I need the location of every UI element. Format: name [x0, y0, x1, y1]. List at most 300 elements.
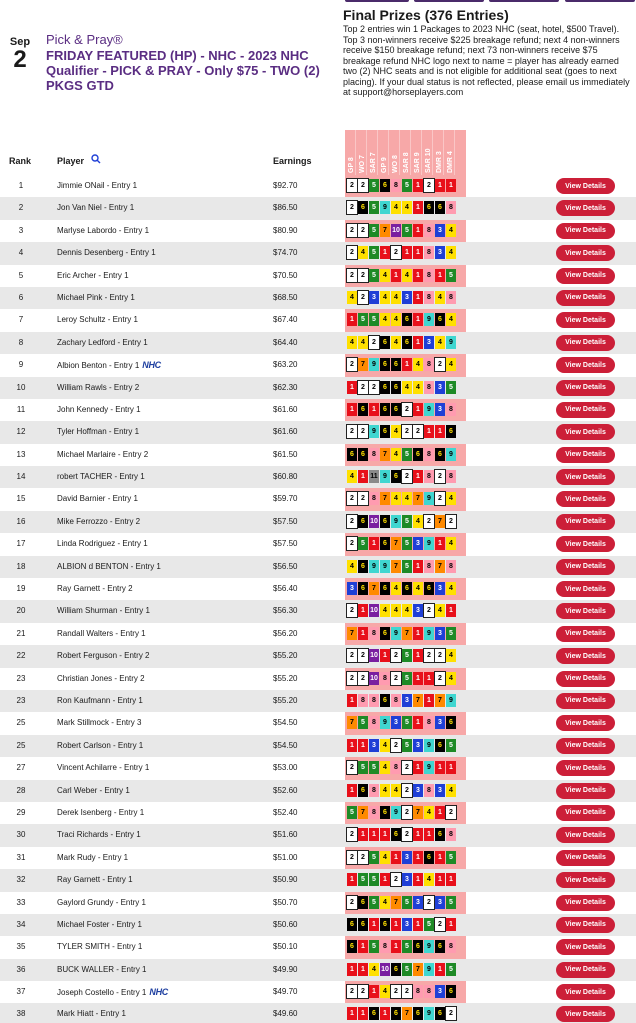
race-column-header: [422, 130, 433, 175]
view-details-button[interactable]: View Details: [556, 827, 615, 843]
player-cell: [57, 338, 148, 347]
saddle-cloth-pick: 4: [347, 560, 357, 573]
view-details-button[interactable]: View Details: [556, 603, 615, 619]
table-row: [0, 533, 636, 555]
saddle-cloth-pick: 3: [435, 582, 445, 595]
table-row: [0, 466, 636, 488]
saddle-cloth-pick: 4: [391, 784, 401, 797]
picks-cell: [347, 179, 457, 192]
saddle-cloth-pick: 4: [380, 851, 390, 864]
view-details-button[interactable]: View Details: [556, 715, 615, 731]
view-details-button[interactable]: View Details: [556, 268, 615, 284]
player-name: Robert Ferguson - Entry 2: [57, 651, 150, 661]
saddle-cloth-pick: 7: [380, 492, 390, 505]
saddle-cloth-pick: 1: [347, 784, 357, 797]
saddle-cloth-pick: 9: [391, 515, 401, 528]
earnings-cell: $63.20: [273, 360, 298, 370]
saddle-cloth-pick: 8: [380, 672, 390, 685]
saddle-cloth-pick: 2: [347, 761, 357, 774]
player-name: Albion Benton - Entry 1: [57, 361, 140, 371]
saddle-cloth-pick: 3: [435, 627, 445, 640]
saddle-cloth-pick: 4: [446, 313, 456, 326]
saddle-cloth-pick: 1: [413, 716, 423, 729]
saddle-cloth-pick: 5: [358, 761, 368, 774]
saddle-cloth-pick: 2: [402, 403, 412, 416]
player-cell: [57, 293, 135, 302]
saddle-cloth-pick: 2: [358, 649, 368, 662]
saddle-cloth-pick: 2: [347, 537, 357, 550]
saddle-cloth-pick: 3: [435, 985, 445, 998]
saddle-cloth-pick: 2: [369, 336, 379, 349]
player-cell: [57, 226, 149, 235]
saddle-cloth-pick: 1: [358, 604, 368, 617]
saddle-cloth-pick: 3: [402, 873, 412, 886]
race-column-header: [356, 130, 367, 175]
saddle-cloth-pick: 4: [391, 313, 401, 326]
saddle-cloth-pick: 1: [413, 560, 423, 573]
saddle-cloth-pick: 5: [369, 269, 379, 282]
picks-cell: [347, 515, 457, 528]
saddle-cloth-pick: 1: [413, 269, 423, 282]
saddle-cloth-pick: 5: [369, 313, 379, 326]
saddle-cloth-pick: 1: [435, 806, 445, 819]
saddle-cloth-pick: 6: [435, 448, 445, 461]
view-details-button[interactable]: View Details: [556, 872, 615, 888]
view-details-button[interactable]: View Details: [556, 245, 615, 261]
player-cell: [57, 472, 145, 481]
rank-cell: 12: [16, 427, 26, 437]
saddle-cloth-pick: 2: [402, 806, 412, 819]
saddle-cloth-pick: 2: [391, 246, 401, 259]
view-details-button[interactable]: View Details: [556, 738, 615, 754]
event-date: [8, 36, 32, 72]
top-nav-tab[interactable]: [414, 0, 484, 2]
saddle-cloth-pick: 1: [347, 403, 357, 416]
view-details-button[interactable]: View Details: [556, 424, 615, 440]
saddle-cloth-pick: 8: [413, 985, 423, 998]
picks-cell: [347, 381, 457, 394]
saddle-cloth-pick: 2: [347, 985, 357, 998]
saddle-cloth-pick: 6: [446, 425, 456, 438]
table-row: [0, 600, 636, 622]
saddle-cloth-pick: 6: [413, 448, 423, 461]
saddle-cloth-pick: 8: [380, 940, 390, 953]
saddle-cloth-pick: 5: [446, 896, 456, 909]
player-name: William Shurman - Entry 1: [57, 606, 150, 616]
view-details-button[interactable]: View Details: [556, 402, 615, 418]
earnings-cell: $49.90: [273, 964, 298, 974]
saddle-cloth-pick: 1: [435, 179, 445, 192]
picks-cell: [347, 269, 457, 282]
saddle-cloth-pick: 4: [380, 269, 390, 282]
saddle-cloth-pick: 7: [413, 963, 423, 976]
saddle-cloth-pick: 5: [402, 448, 412, 461]
saddle-cloth-pick: 2: [446, 515, 456, 528]
saddle-cloth-pick: 2: [435, 672, 445, 685]
saddle-cloth-pick: 1: [424, 425, 434, 438]
view-details-button[interactable]: View Details: [556, 648, 615, 664]
saddle-cloth-pick: 5: [369, 896, 379, 909]
saddle-cloth-pick: 1: [413, 627, 423, 640]
saddle-cloth-pick: 8: [424, 784, 434, 797]
saddle-cloth-pick: 2: [391, 649, 401, 662]
saddle-cloth-pick: 4: [435, 291, 445, 304]
view-details-button[interactable]: View Details: [556, 939, 615, 955]
rank-cell: 9: [18, 360, 24, 370]
saddle-cloth-pick: 9: [424, 1007, 434, 1020]
view-details-button[interactable]: View Details: [556, 984, 615, 1000]
view-details-button[interactable]: View Details: [556, 895, 615, 911]
saddle-cloth-pick: 1: [413, 649, 423, 662]
saddle-cloth-pick: 5: [358, 873, 368, 886]
saddle-cloth-pick: 10: [369, 649, 379, 662]
saddle-cloth-pick: 2: [435, 492, 445, 505]
saddle-cloth-pick: 4: [358, 336, 368, 349]
table-row: [0, 354, 636, 376]
picks-cell: [347, 313, 457, 326]
saddle-cloth-pick: 6: [380, 537, 390, 550]
table-row: [0, 802, 636, 824]
player-name: Traci Richards - Entry 1: [57, 830, 141, 840]
player-cell: [57, 248, 156, 257]
picks-cell: [347, 358, 457, 371]
earnings-cell: $53.00: [273, 763, 298, 773]
search-icon[interactable]: [91, 154, 101, 164]
saddle-cloth-pick: 8: [424, 470, 434, 483]
saddle-cloth-pick: 6: [358, 560, 368, 573]
view-details-button[interactable]: View Details: [556, 962, 615, 978]
saddle-cloth-pick: 4: [380, 313, 390, 326]
saddle-cloth-pick: 9: [446, 694, 456, 707]
rank-cell: 4: [18, 248, 24, 258]
player-name: Marlyse Labordo - Entry 1: [57, 225, 150, 235]
player-cell: [57, 763, 149, 772]
saddle-cloth-pick: 3: [413, 604, 423, 617]
saddle-cloth-pick: 1: [413, 246, 423, 259]
saddle-cloth-pick: 9: [424, 403, 434, 416]
saddle-cloth-pick: 5: [402, 179, 412, 192]
saddle-cloth-pick: 4: [391, 582, 401, 595]
saddle-cloth-pick: 7: [435, 560, 445, 573]
view-details-button[interactable]: View Details: [556, 581, 615, 597]
rank-cell: 13: [16, 449, 26, 459]
saddle-cloth-pick: 8: [358, 694, 368, 707]
saddle-cloth-pick: 2: [347, 224, 357, 237]
view-details-button[interactable]: View Details: [556, 626, 615, 642]
saddle-cloth-pick: 2: [358, 179, 368, 192]
saddle-cloth-pick: 3: [413, 896, 423, 909]
saddle-cloth-pick: 5: [358, 716, 368, 729]
table-row: [0, 690, 636, 712]
saddle-cloth-pick: 8: [369, 806, 379, 819]
saddle-cloth-pick: 2: [435, 649, 445, 662]
player-name: ALBION d BENTON - Entry 1: [57, 561, 161, 571]
saddle-cloth-pick: 7: [435, 694, 445, 707]
table-row: [0, 444, 636, 466]
saddle-cloth-pick: 2: [347, 851, 357, 864]
view-details-button[interactable]: View Details: [556, 805, 615, 821]
player-name: BUCK WALLER - Entry 1: [57, 964, 147, 974]
race-label: WO 7: [359, 155, 366, 173]
player-name: Tyler Hoffman - Entry 1: [57, 427, 140, 437]
saddle-cloth-pick: 8: [424, 246, 434, 259]
player-name: Mark Stillmock - Entry 3: [57, 718, 142, 728]
saddle-cloth-pick: 5: [347, 806, 357, 819]
saddle-cloth-pick: 9: [391, 806, 401, 819]
saddle-cloth-pick: 4: [446, 672, 456, 685]
player-name: Michael Marlaire - Entry 2: [57, 449, 149, 459]
saddle-cloth-pick: 1: [413, 918, 423, 931]
saddle-cloth-pick: 7: [391, 537, 401, 550]
rank-cell: 14: [16, 472, 26, 482]
player-cell: [57, 405, 141, 414]
saddle-cloth-pick: 3: [402, 918, 412, 931]
saddle-cloth-pick: 10: [369, 672, 379, 685]
rank-cell: 11: [16, 404, 26, 414]
top-nav-tab[interactable]: [565, 0, 635, 2]
saddle-cloth-pick: 4: [446, 582, 456, 595]
player-name: Mark Hiatt - Entry 1: [57, 1009, 126, 1019]
view-details-button[interactable]: View Details: [556, 559, 615, 575]
saddle-cloth-pick: 7: [435, 515, 445, 528]
view-details-button[interactable]: View Details: [556, 223, 615, 239]
view-details-button[interactable]: View Details: [556, 357, 615, 373]
rank-cell: 25: [16, 718, 26, 728]
view-details-button[interactable]: View Details: [556, 491, 615, 507]
player-name: Mike Ferrozzo - Entry 2: [57, 516, 141, 526]
saddle-cloth-pick: 4: [391, 425, 401, 438]
table-row: [0, 175, 636, 197]
saddle-cloth-pick: 7: [413, 806, 423, 819]
saddle-cloth-pick: 6: [358, 201, 368, 214]
saddle-cloth-pick: 8: [369, 784, 379, 797]
picks-cell: [347, 694, 457, 707]
view-details-button[interactable]: View Details: [556, 671, 615, 687]
saddle-cloth-pick: 2: [391, 873, 401, 886]
saddle-cloth-pick: 6: [391, 358, 401, 371]
view-details-button[interactable]: View Details: [556, 200, 615, 216]
saddle-cloth-pick: 7: [391, 896, 401, 909]
rank-cell: 20: [16, 606, 26, 616]
saddle-cloth-pick: 8: [446, 940, 456, 953]
table-row: [0, 824, 636, 846]
saddle-cloth-pick: 1: [358, 627, 368, 640]
saddle-cloth-pick: 4: [446, 784, 456, 797]
saddle-cloth-pick: 2: [358, 985, 368, 998]
player-name: William Rawls - Entry 2: [57, 382, 140, 392]
player-name: Leroy Schultz - Entry 1: [57, 315, 138, 325]
earnings-cell: $56.40: [273, 584, 298, 594]
saddle-cloth-pick: 3: [424, 336, 434, 349]
saddle-cloth-pick: 4: [391, 448, 401, 461]
view-details-button[interactable]: View Details: [556, 290, 615, 306]
player-cell: [57, 718, 141, 727]
saddle-cloth-pick: 2: [435, 470, 445, 483]
view-details-button[interactable]: View Details: [556, 850, 615, 866]
saddle-cloth-pick: 5: [402, 649, 412, 662]
saddle-cloth-pick: 4: [402, 492, 412, 505]
saddle-cloth-pick: 3: [435, 784, 445, 797]
earnings-cell: $80.90: [273, 225, 298, 235]
saddle-cloth-pick: 6: [358, 448, 368, 461]
race-column-header: [411, 130, 422, 175]
earnings-column-header[interactable]: Earnings: [273, 156, 312, 166]
view-details-button[interactable]: View Details: [556, 783, 615, 799]
view-details-button[interactable]: View Details: [556, 693, 615, 709]
saddle-cloth-pick: 3: [435, 381, 445, 394]
view-details-button[interactable]: View Details: [556, 335, 615, 351]
view-details-button[interactable]: View Details: [556, 1006, 615, 1022]
saddle-cloth-pick: 8: [369, 448, 379, 461]
saddle-cloth-pick: 1: [369, 403, 379, 416]
earnings-cell: $92.70: [273, 181, 298, 190]
saddle-cloth-pick: 2: [391, 672, 401, 685]
saddle-cloth-pick: 3: [435, 896, 445, 909]
saddle-cloth-pick: 5: [446, 851, 456, 864]
saddle-cloth-pick: 2: [435, 918, 445, 931]
saddle-cloth-pick: 3: [391, 716, 401, 729]
table-row: [0, 511, 636, 533]
saddle-cloth-pick: 1: [446, 873, 456, 886]
view-details-button[interactable]: View Details: [556, 917, 615, 933]
saddle-cloth-pick: 9: [391, 627, 401, 640]
view-details-button[interactable]: View Details: [556, 178, 615, 194]
view-details-button[interactable]: View Details: [556, 514, 615, 530]
view-details-button[interactable]: View Details: [556, 469, 615, 485]
saddle-cloth-pick: 2: [347, 246, 357, 259]
table-row: [0, 220, 636, 242]
saddle-cloth-pick: 1: [358, 828, 368, 841]
player-name: Jimmie ONail - Entry 1: [57, 181, 138, 190]
table-row: [0, 332, 636, 354]
table-row: [0, 757, 636, 779]
earnings-cell: $50.90: [273, 875, 298, 885]
saddle-cloth-pick: 6: [380, 179, 390, 192]
saddle-cloth-pick: 2: [358, 492, 368, 505]
race-column-header: [389, 130, 400, 175]
saddle-cloth-pick: 8: [424, 448, 434, 461]
picks-cell: [347, 761, 457, 774]
player-cell: [57, 786, 130, 795]
view-details-button[interactable]: View Details: [556, 447, 615, 463]
top-nav-tab[interactable]: [489, 0, 559, 2]
player-cell: [57, 696, 143, 705]
picks-cell: [347, 739, 457, 752]
earnings-cell: $61.50: [273, 449, 298, 459]
saddle-cloth-pick: 5: [358, 537, 368, 550]
picks-cell: [347, 582, 457, 595]
saddle-cloth-pick: 6: [402, 582, 412, 595]
top-nav-tab[interactable]: [345, 0, 409, 2]
table-row: [0, 265, 636, 287]
saddle-cloth-pick: 1: [358, 940, 368, 953]
saddle-cloth-pick: 3: [402, 694, 412, 707]
saddle-cloth-pick: 4: [446, 649, 456, 662]
view-details-button[interactable]: View Details: [556, 536, 615, 552]
player-cell: [57, 383, 139, 392]
earnings-cell: $50.10: [273, 942, 298, 952]
race-label: GP 8: [348, 157, 355, 173]
table-row: [0, 645, 636, 667]
rank-cell: 34: [16, 919, 26, 929]
saddle-cloth-pick: 9: [424, 313, 434, 326]
race-label: SAR 9: [414, 152, 421, 173]
saddle-cloth-pick: 1: [446, 761, 456, 774]
picks-cell: [347, 716, 457, 729]
saddle-cloth-pick: 3: [435, 403, 445, 416]
saddle-cloth-pick: 6: [435, 940, 445, 953]
saddle-cloth-pick: 2: [446, 1007, 456, 1020]
player-cell: [57, 965, 147, 974]
saddle-cloth-pick: 2: [402, 784, 412, 797]
saddle-cloth-pick: 1: [380, 246, 390, 259]
saddle-cloth-pick: 5: [446, 381, 456, 394]
view-details-button[interactable]: View Details: [556, 312, 615, 328]
view-details-button[interactable]: View Details: [556, 380, 615, 396]
saddle-cloth-pick: 6: [358, 582, 368, 595]
picks-cell: [347, 1007, 457, 1020]
saddle-cloth-pick: 1: [402, 358, 412, 371]
saddle-cloth-pick: 6: [402, 313, 412, 326]
saddle-cloth-pick: 6: [435, 201, 445, 214]
player-cell: [57, 606, 150, 615]
saddle-cloth-pick: 2: [424, 604, 434, 617]
rank-column-header[interactable]: Rank: [9, 156, 32, 166]
player-cell: [57, 629, 146, 638]
player-name: Michael Pink - Entry 1: [57, 292, 135, 302]
saddle-cloth-pick: 2: [402, 828, 412, 841]
saddle-cloth-pick: 1: [446, 179, 456, 192]
saddle-cloth-pick: 4: [380, 784, 390, 797]
saddle-cloth-pick: 6: [391, 828, 401, 841]
player-name: Joseph Costello - Entry 1: [57, 988, 147, 998]
player-column-header[interactable]: Player: [57, 156, 85, 166]
saddle-cloth-pick: 1: [358, 739, 368, 752]
nhc-logo: NHC: [142, 360, 161, 371]
saddle-cloth-pick: 5: [369, 224, 379, 237]
saddle-cloth-pick: 4: [402, 201, 412, 214]
saddle-cloth-pick: 3: [347, 582, 357, 595]
player-name: Mark Rudy - Entry 1: [57, 852, 129, 862]
picks-cell: [347, 627, 457, 640]
player-name: Vincent Achilarre - Entry 1: [57, 763, 150, 773]
player-cell: [57, 517, 140, 526]
saddle-cloth-pick: 4: [413, 582, 423, 595]
player-cell: [57, 1009, 126, 1018]
table-row: [0, 780, 636, 802]
earnings-cell: $57.50: [273, 539, 298, 549]
saddle-cloth-pick: 4: [391, 201, 401, 214]
saddle-cloth-pick: 2: [402, 425, 412, 438]
view-details-button[interactable]: View Details: [556, 760, 615, 776]
saddle-cloth-pick: 7: [369, 582, 379, 595]
nhc-logo: NHC: [149, 987, 168, 998]
race-column-headers: [345, 130, 466, 175]
saddle-cloth-pick: 1: [380, 873, 390, 886]
saddle-cloth-pick: 7: [347, 627, 357, 640]
top-nav-bar: [0, 0, 636, 2]
player-name: Ron Kaufmann - Entry 1: [57, 695, 143, 705]
saddle-cloth-pick: 5: [446, 739, 456, 752]
saddle-cloth-pick: 8: [391, 179, 401, 192]
saddle-cloth-pick: 3: [435, 246, 445, 259]
rank-cell: 17: [16, 539, 26, 549]
saddle-cloth-pick: 6: [380, 806, 390, 819]
saddle-cloth-pick: 2: [358, 291, 368, 304]
picks-cell: [347, 336, 457, 349]
saddle-cloth-pick: 2: [402, 761, 412, 774]
saddle-cloth-pick: 3: [413, 537, 423, 550]
